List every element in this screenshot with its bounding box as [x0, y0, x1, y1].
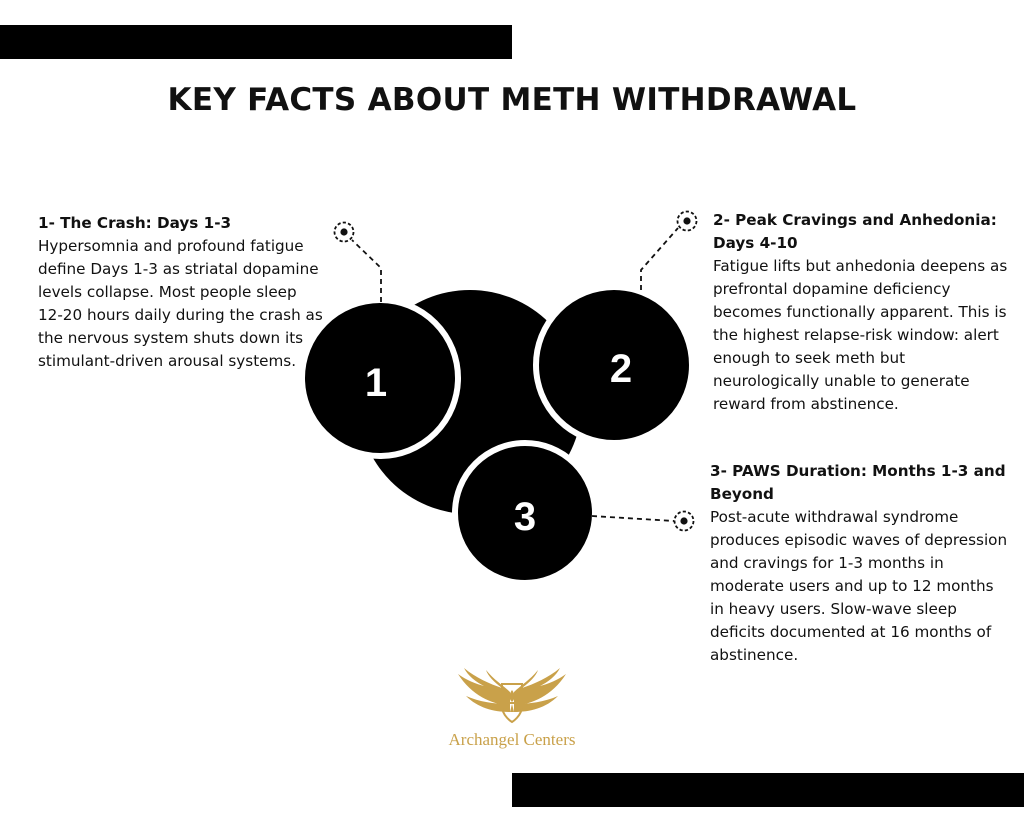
fact-3: [710, 460, 1010, 667]
step-2-number: 2: [609, 347, 633, 391]
fact-2: [713, 209, 1009, 416]
step-1-connector: [335, 223, 382, 303]
fact-1: [38, 212, 323, 373]
fact-2-body: Fatigue lifts but anhedonia deepens as prefrontal dopamine deficiency becomes functionally apparent. This is the highest relapse-risk window: alert enough to seek meth but neurologically unable to generate reward from abstinence.: [713, 257, 1008, 413]
logo: [432, 666, 592, 766]
fact-1-heading: 1- The Crash: Days 1-3: [38, 214, 232, 232]
page-title: KEY FACTS ABOUT METH WITHDRAWAL: [167, 82, 857, 118]
fact-2-heading: 2- Peak Cravings and Anhedonia: Days 4-10: [713, 211, 997, 252]
winged-crest-icon: [432, 666, 592, 732]
step-3-number: 3: [513, 495, 537, 539]
logo-text: Archangel Centers: [448, 730, 576, 749]
fact-3-body: Post-acute withdrawal syndrome produces episodic waves of depression and cravings for 1-3 months in moderate users and up to 12 months in heavy users. Slow-wave sleep deficits documented at 16 months of abstinence.: [710, 508, 1008, 664]
step-1-number: 1: [364, 361, 388, 405]
fact-1-body: Hypersomnia and profound fatigue define Days 1-3 as striatal dopamine levels collapse. Most people sleep 12-20 hours daily during the crash as the nervous system shuts down its stimulant-driven arousal systems.: [38, 237, 323, 370]
step-3-connector: [592, 512, 694, 531]
fact-3-heading: 3- PAWS Duration: Months 1-3 and Beyond: [710, 462, 1006, 503]
step-2-connector: [641, 212, 697, 291]
